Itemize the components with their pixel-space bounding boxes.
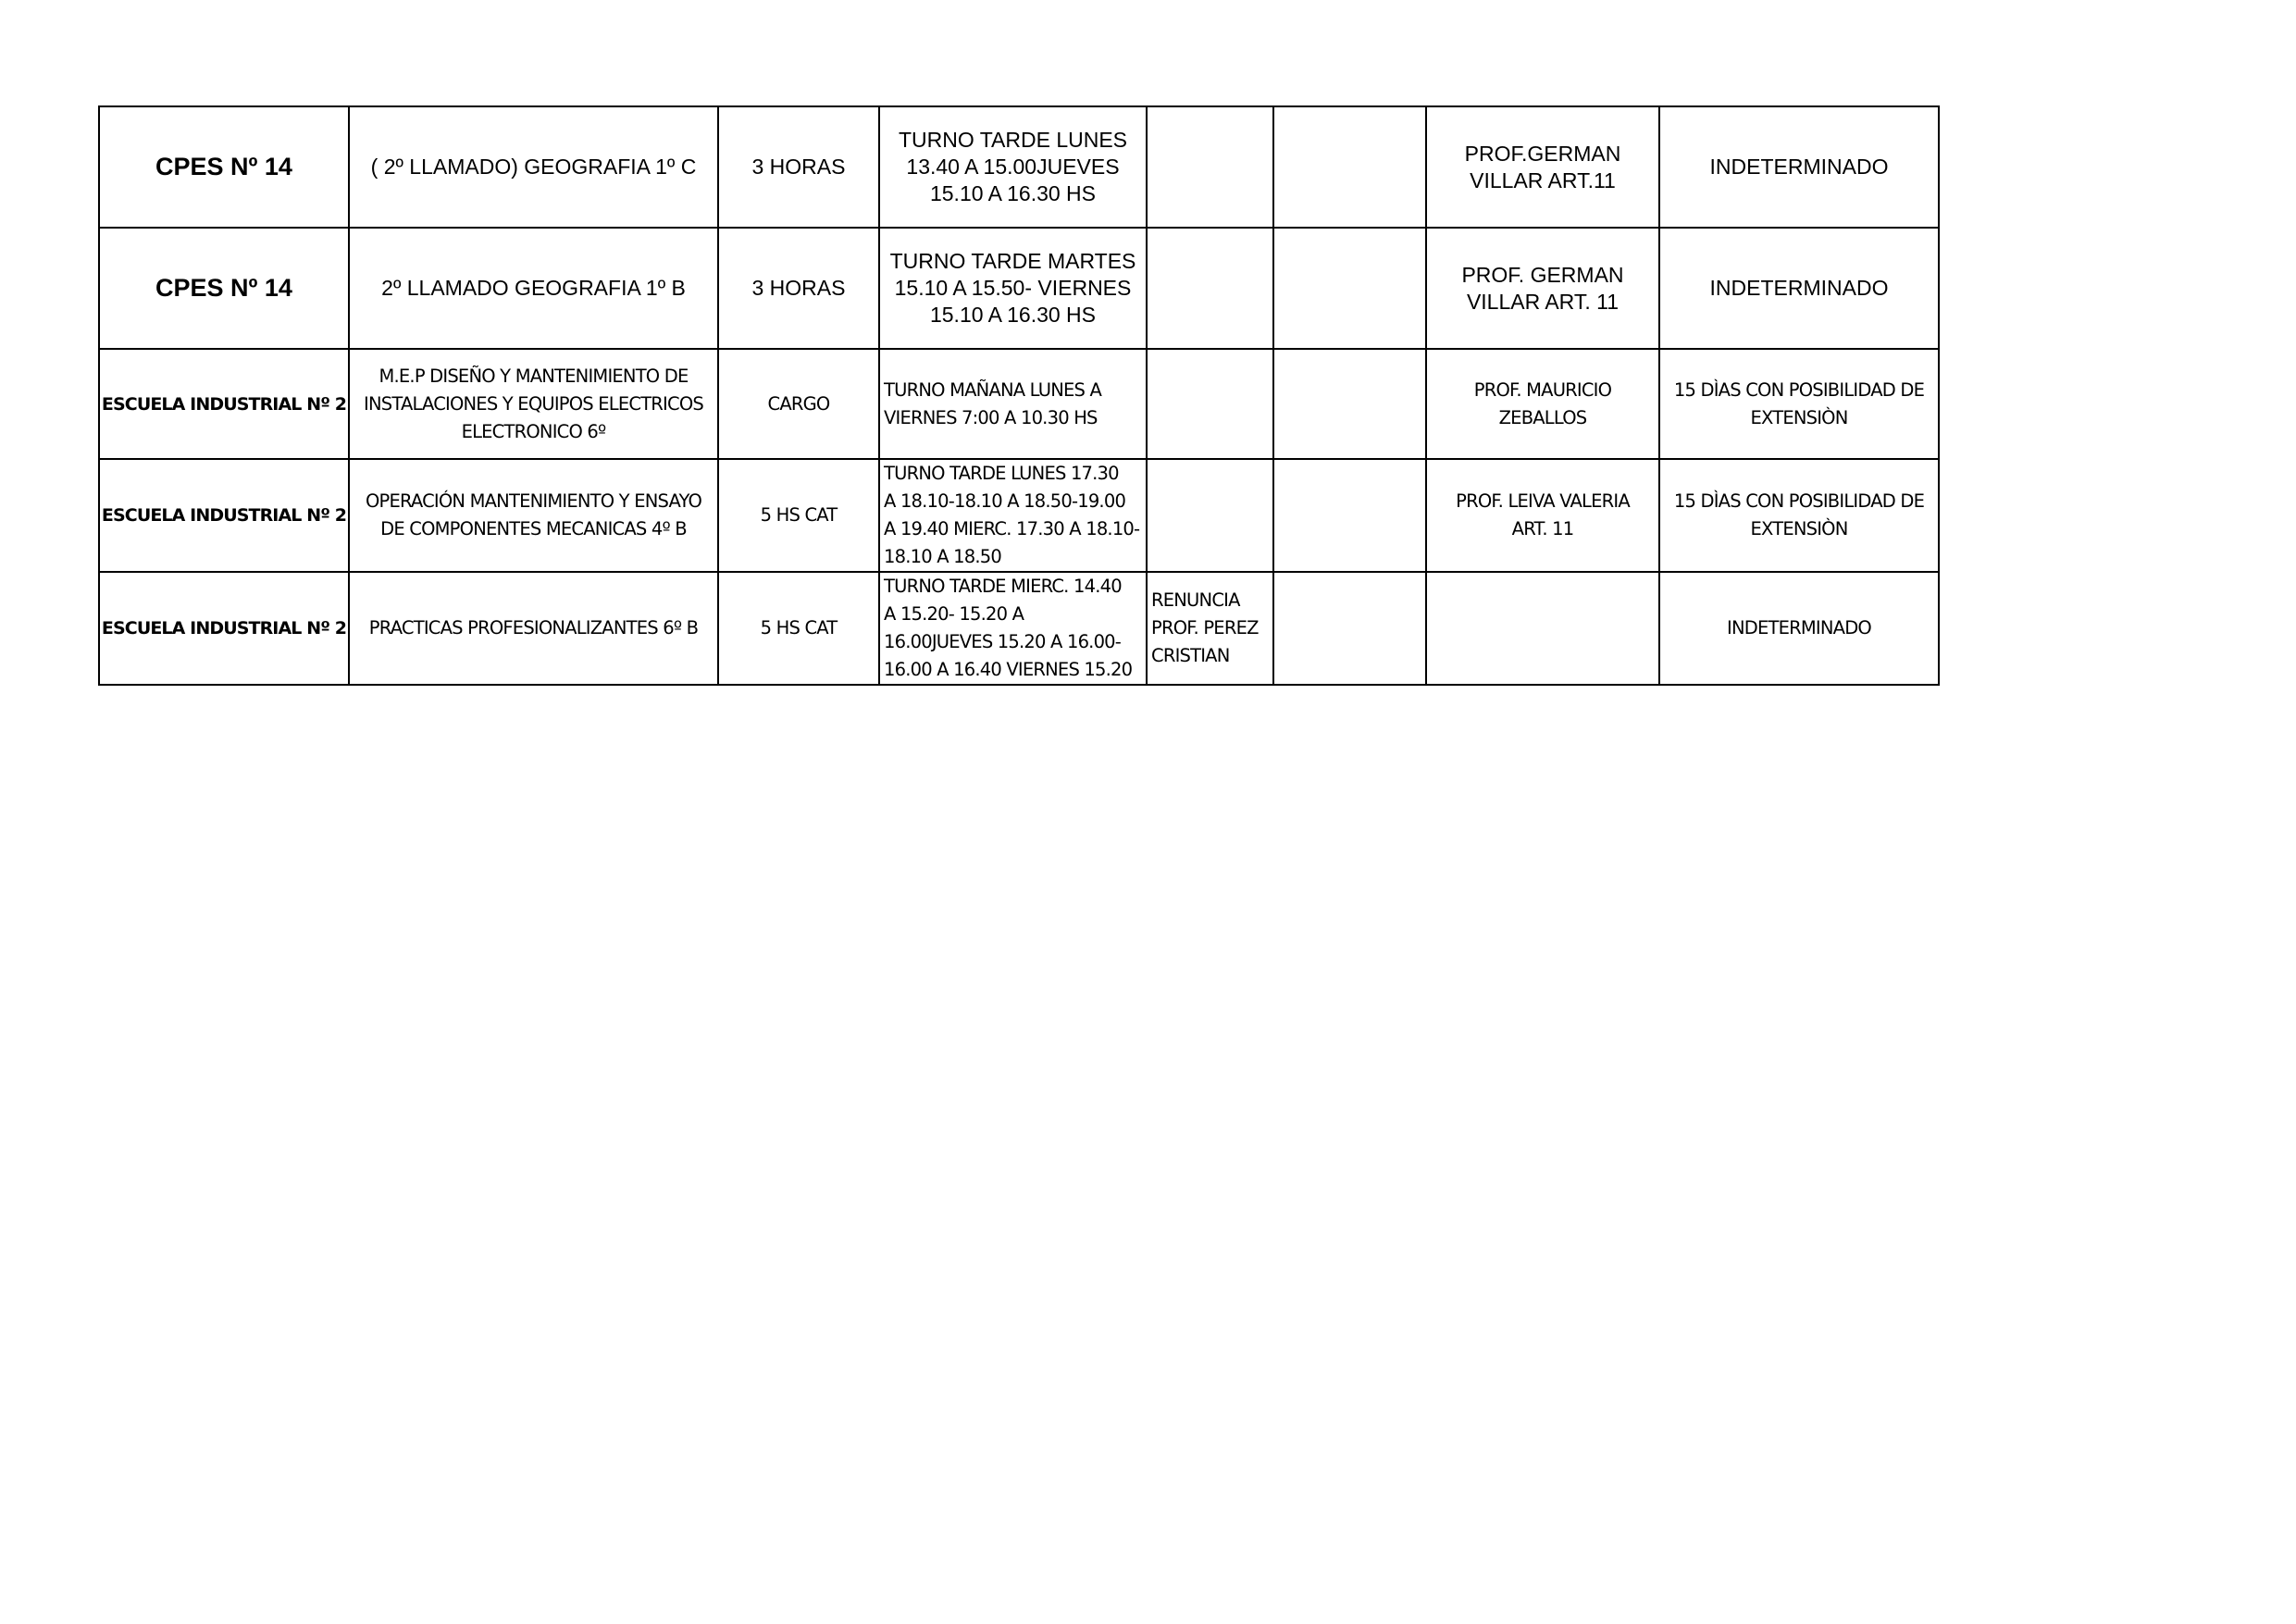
subject-cell: OPERACIÓN MANTENIMIENTO Y ENSAYO DE COMPONENTES MECANICAS 4º B: [349, 459, 718, 572]
teacher-cell: PROF. MAURICIO ZEBALLOS: [1426, 349, 1659, 459]
school-cell: ESCUELA INDUSTRIAL Nº 2: [99, 572, 349, 685]
school-cell: CPES Nº 14: [99, 228, 349, 349]
extra-cell: [1273, 572, 1426, 685]
schedule-cell: TURNO MAÑANA LUNES A VIERNES 7:00 A 10.30 HS: [879, 349, 1147, 459]
hours-cell: 3 HORAS: [718, 228, 879, 349]
extra-cell: [1273, 106, 1426, 228]
reason-cell: [1147, 349, 1273, 459]
reason-cell: [1147, 106, 1273, 228]
subject-cell: PRACTICAS PROFESIONALIZANTES 6º B: [349, 572, 718, 685]
subject-cell: M.E.P DISEÑO Y MANTENIMIENTO DE INSTALACIONES Y EQUIPOS ELECTRICOS ELECTRONICO 6º: [349, 349, 718, 459]
teacher-cell: [1426, 572, 1659, 685]
table-row: [99, 228, 1939, 349]
duration-cell: INDETERMINADO: [1659, 572, 1939, 685]
school-cell: ESCUELA INDUSTRIAL Nº 2: [99, 459, 349, 572]
teacher-cell: PROF. LEIVA VALERIA ART. 11: [1426, 459, 1659, 572]
school-cell: ESCUELA INDUSTRIAL Nº 2: [99, 349, 349, 459]
reason-cell: [1147, 459, 1273, 572]
table-row: [99, 459, 1939, 572]
hours-cell: CARGO: [718, 349, 879, 459]
schedule-cell: TURNO TARDE LUNES 13.40 A 15.00JUEVES 15.10 A 16.30 HS: [879, 106, 1147, 228]
duration-cell: 15 DÌAS CON POSIBILIDAD DE EXTENSIÒN: [1659, 349, 1939, 459]
vacancy-table: [98, 105, 1940, 686]
table-row: [99, 572, 1939, 685]
duration-cell: INDETERMINADO: [1659, 106, 1939, 228]
table-row: [99, 106, 1939, 228]
table-row: [99, 349, 1939, 459]
teacher-cell: PROF. GERMAN VILLAR ART. 11: [1426, 228, 1659, 349]
reason-cell: RENUNCIA PROF. PEREZ CRISTIAN: [1147, 572, 1273, 685]
subject-cell: 2º LLAMADO GEOGRAFIA 1º B: [349, 228, 718, 349]
hours-cell: 3 HORAS: [718, 106, 879, 228]
extra-cell: [1273, 459, 1426, 572]
subject-cell: ( 2º LLAMADO) GEOGRAFIA 1º C: [349, 106, 718, 228]
duration-cell: INDETERMINADO: [1659, 228, 1939, 349]
reason-cell: [1147, 228, 1273, 349]
extra-cell: [1273, 349, 1426, 459]
teacher-cell: PROF.GERMAN VILLAR ART.11: [1426, 106, 1659, 228]
schedule-cell: TURNO TARDE MARTES 15.10 A 15.50- VIERNES 15.10 A 16.30 HS: [879, 228, 1147, 349]
hours-cell: 5 HS CAT: [718, 572, 879, 685]
duration-cell: 15 DÌAS CON POSIBILIDAD DE EXTENSIÒN: [1659, 459, 1939, 572]
hours-cell: 5 HS CAT: [718, 459, 879, 572]
school-cell: CPES Nº 14: [99, 106, 349, 228]
schedule-cell: TURNO TARDE LUNES 17.30 A 18.10-18.10 A 18.50-19.00 A 19.40 MIERC. 17.30 A 18.10- 18.10 A 18.50: [879, 459, 1147, 572]
extra-cell: [1273, 228, 1426, 349]
schedule-cell: TURNO TARDE MIERC. 14.40 A 15.20- 15.20 A 16.00JUEVES 15.20 A 16.00- 16.00 A 16.40 VIERNES 15.20: [879, 572, 1147, 685]
